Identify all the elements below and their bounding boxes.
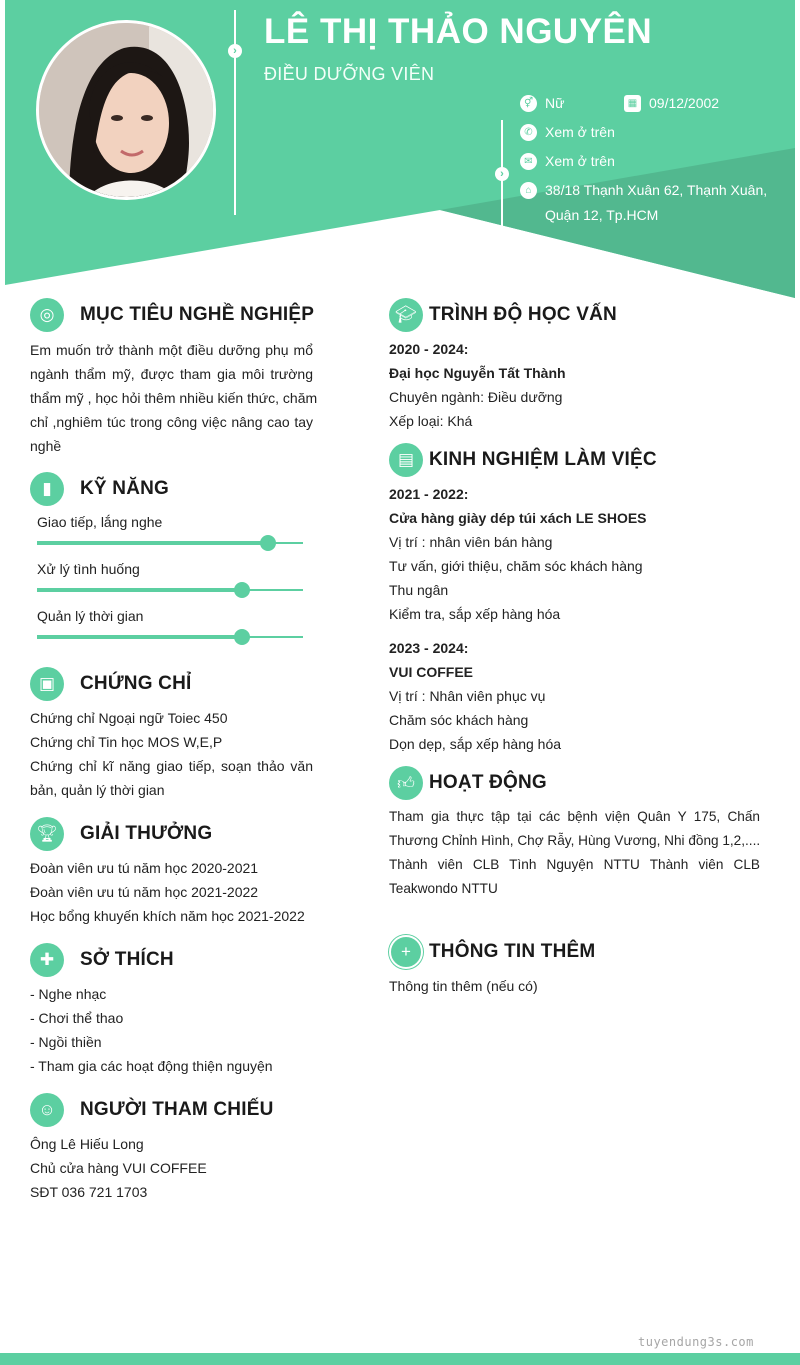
skill-label: Quản lý thời gian <box>37 608 144 624</box>
job-title: ĐIỀU DƯỠNG VIÊN <box>264 64 435 84</box>
objective-header <box>30 298 314 332</box>
header-divider <box>234 10 236 215</box>
skills-header <box>30 472 169 506</box>
address-line-1: 38/18 Thạnh Xuân 62, Thạnh Xuân, <box>545 182 768 198</box>
hobbies-title: SỞ THÍCH <box>80 949 174 970</box>
objective-text: Em muốn trở thành một điều dưỡng phụ mổ ngành thẩm mỹ, được tham gia môi trường thẩm mỹ , học hỏi thêm nhiều kiến thức, chăm chỉ ,nghiêm túc trong công việc nâng cao tay nghề <box>30 342 318 454</box>
skill-bar-fill <box>37 588 242 592</box>
trophy-icon: 🏆︎ <box>30 817 64 851</box>
graduation-cap-icon: 🎓︎ <box>389 298 423 332</box>
certificate-icon: ▣ <box>30 667 64 701</box>
plus-icon: + <box>389 935 423 969</box>
skill-bar-knob <box>260 535 276 551</box>
references-text: Ông Lê Hiếu Long Chủ cửa hàng VUI COFFEE SĐT 036 721 1703 <box>30 1136 207 1200</box>
gender-value: Nữ <box>545 95 565 111</box>
extra-title: THÔNG TIN THÊM <box>429 941 596 962</box>
education-header <box>389 298 617 332</box>
education-major: Chuyên ngành: Điều dưỡng <box>389 389 563 405</box>
gender-row <box>520 91 564 116</box>
chevron-right-icon: › <box>228 44 242 58</box>
email-icon: ✉ <box>520 153 537 170</box>
gamepad-icon: ✚ <box>30 943 64 977</box>
birthday-value: 09/12/2002 <box>649 95 720 111</box>
experience-header <box>389 443 657 477</box>
awards-title: GIẢI THƯỞNG <box>80 823 213 844</box>
activities-text: Tham gia thực tập tại các bệnh viện Quân Y 175, Chấn Thương Chỉnh Hình, Chợ Rẫy, Hùng Vương, Nhi đồng 1,2,.... Thành viên CLB Tình Nguyện NTTU Thành viên CLB Teakwondo NTTU <box>389 809 761 896</box>
education-school: Đại học Nguyễn Tất Thành <box>389 365 566 381</box>
phone-row <box>520 120 615 145</box>
briefcase-icon: ▤ <box>389 443 423 477</box>
phone-icon: ✆ <box>520 124 537 141</box>
experience-job-1: 2021 - 2022: Cửa hàng giày dép túi xách LE SHOES Vị trí : nhân viên bán hàng Tư vấn, giới thiệu, chăm sóc khách hàng Thu ngân Kiểm tra, sắp xếp hàng hóa <box>389 486 647 622</box>
portrait-image <box>39 23 216 200</box>
skill-bar <box>37 589 303 591</box>
certificates-text: Chứng chỉ Ngoại ngữ Toiec 450 Chứng chỉ Tin học MOS W,E,P Chứng chỉ kĩ năng giao tiếp, soạn thảo văn bản, quản lý thời gian <box>30 710 313 798</box>
bar-chart-icon: ▮ <box>30 472 64 506</box>
home-icon: ⌂ <box>520 182 537 199</box>
hobbies-header <box>30 943 174 977</box>
skill-bar <box>37 636 303 638</box>
thumbs-up-icon: 👍︎ <box>389 766 423 800</box>
footer-bar <box>0 1353 800 1365</box>
skill-bar-fill <box>37 635 242 639</box>
skill-bar <box>37 542 303 544</box>
experience-title: KINH NGHIỆM LÀM VIỆC <box>429 449 657 470</box>
profile-photo <box>36 20 216 200</box>
skill-bar-knob <box>234 582 250 598</box>
skill-bar-fill <box>37 541 268 545</box>
skill-bar-knob <box>234 629 250 645</box>
address-row <box>520 178 767 228</box>
skill-label: Xử lý tình huống <box>37 561 140 577</box>
birthday-row <box>624 91 719 116</box>
skill-label: Giao tiếp, lắng nghe <box>37 514 163 530</box>
experience-job-2: 2023 - 2024: VUI COFFEE Vị trí : Nhân viên phục vụ Chăm sóc khách hàng Dọn dẹp, sắp xếp hàng hóa <box>389 640 562 752</box>
references-header <box>30 1093 274 1127</box>
skills-title: KỸ NĂNG <box>80 478 170 499</box>
calendar-icon: ▦ <box>624 95 641 112</box>
objective-title: MỤC TIÊU NGHỀ NGHIỆP <box>80 304 315 325</box>
education-grade: Xếp loại: Khá <box>389 413 473 429</box>
email-value: Xem ở trên <box>545 153 615 169</box>
education-text <box>389 337 769 433</box>
gender-icon: ⚥ <box>520 95 537 112</box>
awards-header <box>30 817 212 851</box>
certificates-header <box>30 667 192 701</box>
education-title: TRÌNH ĐỘ HỌC VẤN <box>429 304 617 325</box>
certificates-title: CHỨNG CHỈ <box>80 673 192 694</box>
address-line-2: Quận 12, Tp.HCM <box>545 207 659 223</box>
target-icon: ◎ <box>30 298 64 332</box>
phone-value: Xem ở trên <box>545 124 615 140</box>
candidate-name: LÊ THỊ THẢO NGUYÊN <box>264 12 653 51</box>
activities-title: HOẠT ĐỘNG <box>429 772 547 793</box>
watermark: tuyendung3s.com <box>638 1335 754 1349</box>
chevron-right-icon: › <box>495 167 509 181</box>
references-title: NGƯỜI THAM CHIẾU <box>80 1099 274 1120</box>
extra-text: Thông tin thêm (nếu có) <box>389 978 538 994</box>
person-icon: ☺ <box>30 1093 64 1127</box>
hobbies-text: - Nghe nhạc - Chơi thể thao - Ngồi thiền - Tham gia các hoạt động thiện nguyện <box>30 986 273 1074</box>
education-period: 2020 - 2024: <box>389 341 469 357</box>
email-row <box>520 149 615 174</box>
awards-text: Đoàn viên ưu tú năm học 2020-2021 Đoàn viên ưu tú năm học 2021-2022 Học bổng khuyến khích năm học 2021-2022 <box>30 860 305 924</box>
activities-header <box>389 766 547 800</box>
extra-header <box>389 935 595 969</box>
